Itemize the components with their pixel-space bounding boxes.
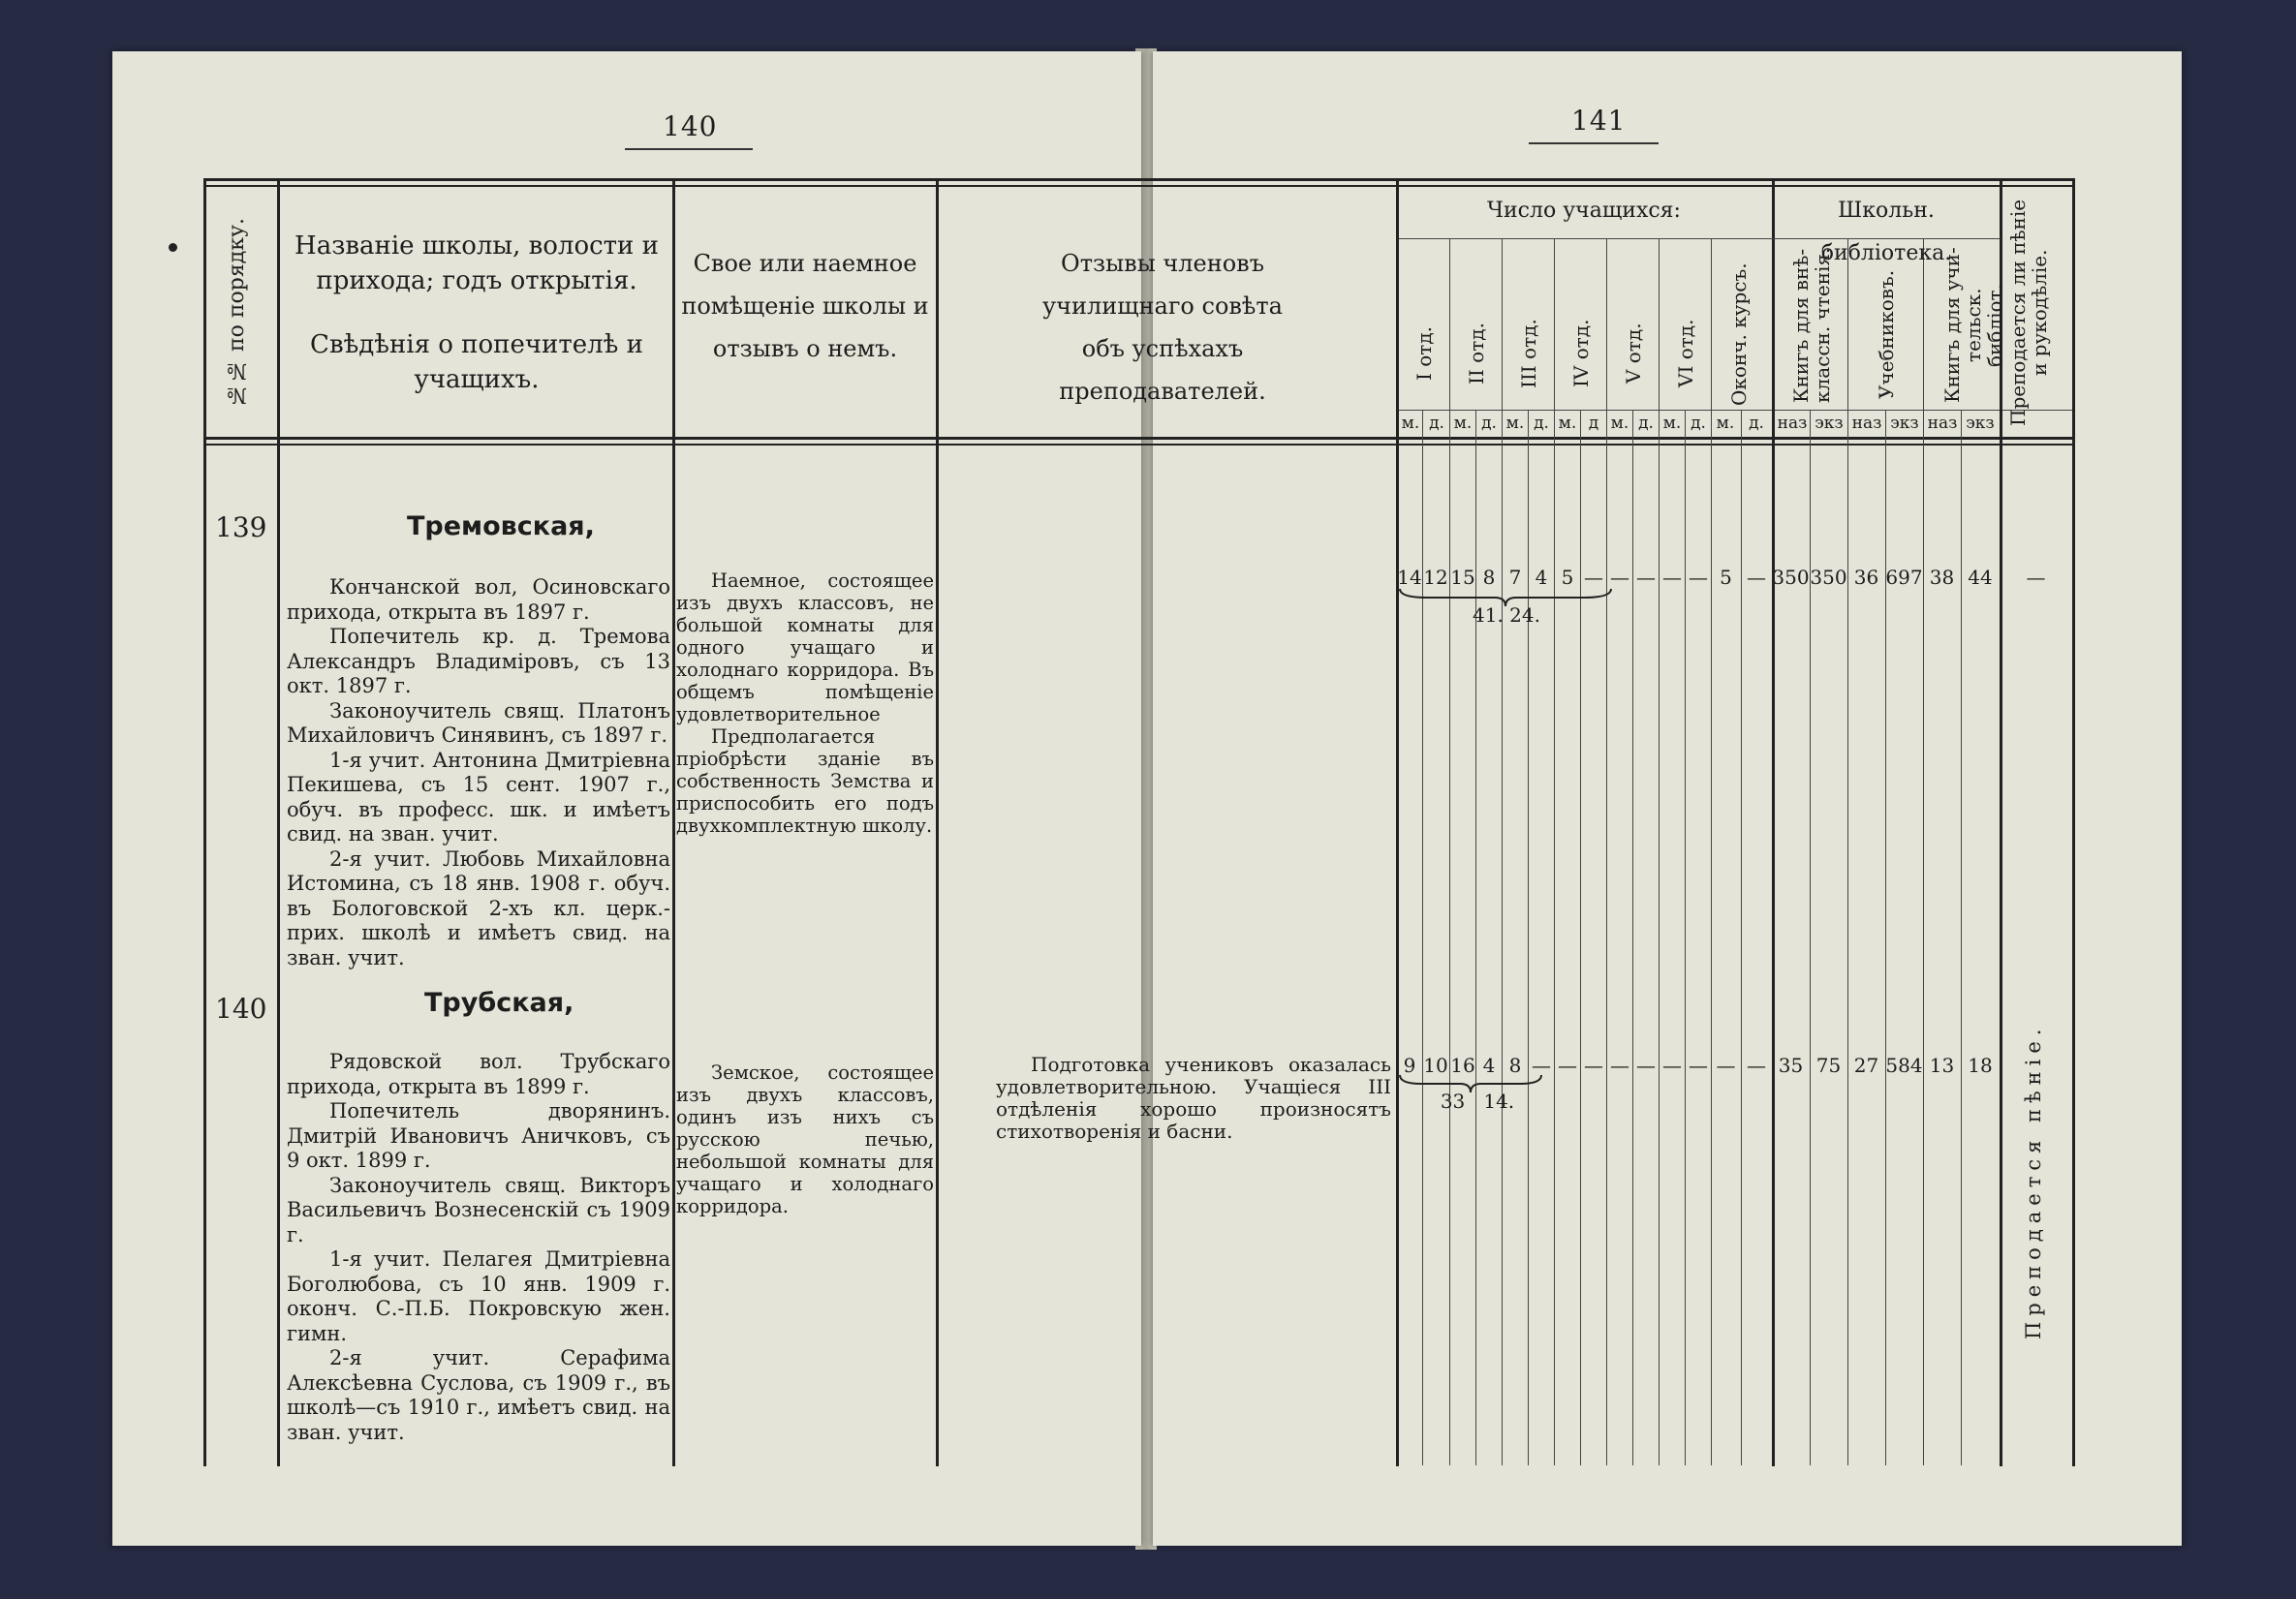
count-cell: 14 bbox=[1397, 566, 1422, 589]
detail-paragraph: 2-я учит. Серафима Алексѣевна Суслова, съ 1909 г., въ школѣ—съ 1910 г., имѣетъ свид. на зван. учит. bbox=[287, 1346, 670, 1444]
sub-label: д bbox=[1588, 414, 1599, 433]
totals: 41. 24. bbox=[1473, 603, 1540, 627]
premises-paragraph: Предполагается пріобрѣсти зданіе въ собственность Земства и приспособить его подъ двухкомплектную школу. bbox=[676, 725, 934, 837]
table-top-rule bbox=[203, 178, 2075, 181]
count-cell: — bbox=[1558, 1054, 1577, 1077]
sub-label: экз bbox=[1966, 414, 1995, 433]
library-cell: 18 bbox=[1968, 1054, 1993, 1077]
school-name: Трубская, bbox=[424, 988, 574, 1018]
detail-paragraph: Кончанской вол, Осиновскаго прихода, открыта въ 1897 г. bbox=[287, 575, 670, 624]
count-cell: 8 bbox=[1482, 566, 1496, 589]
right-page-number: 141 bbox=[1571, 105, 1627, 137]
header-library-extra-reading: Книгъ для внѣ-классн. чтенія. bbox=[1789, 247, 1834, 404]
library-cell: 350 bbox=[1772, 566, 1810, 589]
singing-cell: Преподается пѣніе. bbox=[2022, 1023, 2045, 1340]
header-class-6: VI отд. bbox=[1674, 319, 1697, 388]
count-cell: — bbox=[1716, 1054, 1736, 1077]
col-line bbox=[1396, 178, 1399, 1466]
library-cell: 44 bbox=[1968, 566, 1993, 589]
count-cell: 5 bbox=[1561, 566, 1574, 589]
sub-label: м. bbox=[1610, 414, 1629, 433]
ink-dot bbox=[169, 243, 177, 252]
review-paragraph: Подготовка учениковъ оказалась удовлетворительною. Учащіеся III отдѣленія хорошо произносятъ стихотворенія и басни. bbox=[996, 1053, 1391, 1143]
sub-label: экз bbox=[1890, 414, 1919, 433]
totals: 33 14. bbox=[1440, 1090, 1515, 1113]
table-top-rule-inner bbox=[203, 185, 2075, 187]
count-cell: — bbox=[1747, 566, 1766, 589]
count-cell: — bbox=[1584, 566, 1603, 589]
subheader-rule bbox=[1396, 410, 2074, 411]
count-cell: 7 bbox=[1508, 566, 1522, 589]
library-cell: 13 bbox=[1929, 1054, 1955, 1077]
sub-label: д. bbox=[1534, 414, 1549, 433]
col-line bbox=[2072, 178, 2075, 1466]
count-cell: — bbox=[1636, 566, 1656, 589]
header-trustee-info: Свѣдѣнія о попечителѣ и учащихъ. bbox=[310, 330, 643, 394]
header-library-textbooks: Учебниковъ. bbox=[1875, 269, 1898, 399]
header-premises: Свое или наемное помѣщеніе школы и отзывъ о немъ. bbox=[681, 250, 929, 362]
pupils-sub-rule bbox=[1396, 238, 1772, 239]
header-class-2: II отд. bbox=[1465, 323, 1488, 384]
header-class-3: III отд. bbox=[1517, 319, 1540, 388]
count-cell: 4 bbox=[1535, 566, 1548, 589]
header-bottom-rule-inner bbox=[203, 444, 2075, 446]
header-class-4: IV отд. bbox=[1569, 319, 1593, 388]
school-details bbox=[287, 575, 670, 970]
library-cell: 697 bbox=[1885, 566, 1923, 589]
detail-paragraph: Попечитель дворянинъ. Дмитрій Ивановичъ Аничковъ, съ 9 окт. 1899 г. bbox=[287, 1099, 670, 1172]
detail-paragraph: 2-я учит. Любовь Михайловна Истомина, съ 18 янв. 1908 г. обуч. въ Бологовской 2-хъ кл. церк.-прих. школѣ и имѣетъ свид. на зван. учит. bbox=[287, 846, 670, 969]
library-cell: 36 bbox=[1853, 566, 1879, 589]
count-cell: 16 bbox=[1450, 1054, 1475, 1077]
detail-paragraph: Законоучитель свящ. Викторъ Васильевичъ Вознесенскій съ 1909 г. bbox=[287, 1173, 670, 1246]
school-name: Тремовская, bbox=[407, 511, 595, 541]
count-cell: — bbox=[1747, 1054, 1766, 1077]
count-cell: 5 bbox=[1720, 566, 1732, 589]
count-cell: — bbox=[1662, 566, 1682, 589]
sub-label: экз bbox=[1815, 414, 1844, 433]
count-cell: — bbox=[1636, 1054, 1656, 1077]
row-number: 140 bbox=[215, 993, 267, 1025]
sub-label: м. bbox=[1662, 414, 1682, 433]
count-cell: 12 bbox=[1423, 566, 1448, 589]
sub-label: м. bbox=[1716, 414, 1735, 433]
count-cell: — bbox=[1532, 1054, 1551, 1077]
sub-label: наз bbox=[1927, 414, 1958, 433]
sub-label: наз bbox=[1777, 414, 1808, 433]
header-singing: Преподается ли пѣніе и рукодѣліе. bbox=[2006, 199, 2051, 426]
header-school-name: Названіе школы, волости и прихода; годъ открытія. bbox=[295, 231, 659, 295]
detail-paragraph: Попечитель кр. д. Тремова Александръ Владиміровъ, съ 13 окт. 1897 г. bbox=[287, 625, 670, 697]
sub-label: наз bbox=[1851, 414, 1882, 433]
header-class-1: I отд. bbox=[1412, 325, 1436, 382]
header-bottom-rule bbox=[203, 437, 2075, 440]
count-cell: — bbox=[1584, 1054, 1603, 1077]
count-cell: 8 bbox=[1508, 1054, 1522, 1077]
sub-label: м. bbox=[1401, 414, 1420, 433]
header-library: Школьн. библіотека. bbox=[1820, 199, 1952, 265]
count-cell: — bbox=[1610, 1054, 1629, 1077]
header-reviews: Отзывы членовъ училищнаго совѣта объ успѣхахъ преподавателей. bbox=[1042, 250, 1283, 405]
sub-label: м. bbox=[1505, 414, 1525, 433]
sub-label: д. bbox=[1429, 414, 1444, 433]
detail-paragraph: 1-я учит. Пелагея Дмитріевна Боголюбова, съ 10 янв. 1909 г. оконч. С.-П.Б. Покровскую жен. гимн. bbox=[287, 1247, 670, 1345]
library-cell: 584 bbox=[1885, 1054, 1923, 1077]
sub-label: д. bbox=[1691, 414, 1706, 433]
detail-paragraph: Законоучитель свящ. Платонъ Михайловичъ Синявинъ, съ 1897 г. bbox=[287, 698, 670, 747]
review-text bbox=[996, 1054, 1391, 1143]
sub-label: м. bbox=[1453, 414, 1473, 433]
premises-text bbox=[676, 1061, 934, 1217]
header-finished-course: Оконч. курсъ. bbox=[1727, 262, 1751, 406]
right-page-number-rule bbox=[1529, 142, 1659, 144]
library-cell: 350 bbox=[1810, 566, 1847, 589]
row-number: 139 bbox=[215, 511, 267, 543]
col-line bbox=[1772, 178, 1775, 1466]
count-cell: 4 bbox=[1482, 1054, 1496, 1077]
col-line bbox=[2000, 178, 2002, 1466]
count-cell: 10 bbox=[1423, 1054, 1448, 1077]
header-pupils-count: Число учащихся: bbox=[1487, 199, 1681, 223]
premises-paragraph: Земское, состоящее изъ двухъ классовъ, одинъ изъ нихъ съ русскою печью, небольшой комнаты для учащаго и холоднаго корридора. bbox=[676, 1061, 934, 1217]
col-thin bbox=[1711, 238, 1712, 1465]
detail-paragraph: Рядовской вол. Трубскаго прихода, открыта въ 1899 г. bbox=[287, 1050, 670, 1098]
count-cell: 9 bbox=[1403, 1054, 1416, 1077]
library-cell: 75 bbox=[1815, 1054, 1842, 1077]
left-page-number-rule bbox=[625, 148, 753, 150]
sub-label: д. bbox=[1481, 414, 1497, 433]
count-cell: — bbox=[1662, 1054, 1682, 1077]
singing-cell: — bbox=[2026, 566, 2046, 589]
library-cell: 38 bbox=[1929, 566, 1955, 589]
library-cell: 27 bbox=[1853, 1054, 1879, 1077]
header-library-teacher: Книгъ для учи-тельск. библіот. bbox=[1940, 247, 2006, 404]
header-order-no: №№ по порядку. bbox=[225, 218, 249, 407]
count-cell: — bbox=[1689, 566, 1708, 589]
library-cell: 35 bbox=[1778, 1054, 1804, 1077]
header-class-5: V отд. bbox=[1622, 323, 1645, 384]
sub-label: д. bbox=[1749, 414, 1764, 433]
left-page-number: 140 bbox=[663, 110, 718, 142]
detail-paragraph: 1-я учит. Антонина Дмитріевна Пекишева, съ 15 сент. 1907 г., обуч. въ професс. шк. и имѣетъ свид. на зван. учит. bbox=[287, 748, 670, 846]
col-line bbox=[936, 178, 939, 1466]
school-details bbox=[287, 1050, 670, 1445]
premises-paragraph: Наемное, состоящее изъ двухъ классовъ, не большой комнаты для одного учащаго и холоднаго корридора. Въ общемъ помѣщеніе удовлетворительное bbox=[676, 569, 934, 725]
premises-text bbox=[676, 569, 934, 837]
count-cell: — bbox=[1689, 1054, 1708, 1077]
count-cell: — bbox=[1610, 566, 1629, 589]
col-line bbox=[277, 178, 280, 1466]
col-line bbox=[203, 178, 206, 1466]
sub-label: м. bbox=[1558, 414, 1577, 433]
sub-label: д. bbox=[1638, 414, 1654, 433]
col-line bbox=[672, 178, 675, 1466]
count-cell: 15 bbox=[1450, 566, 1475, 589]
